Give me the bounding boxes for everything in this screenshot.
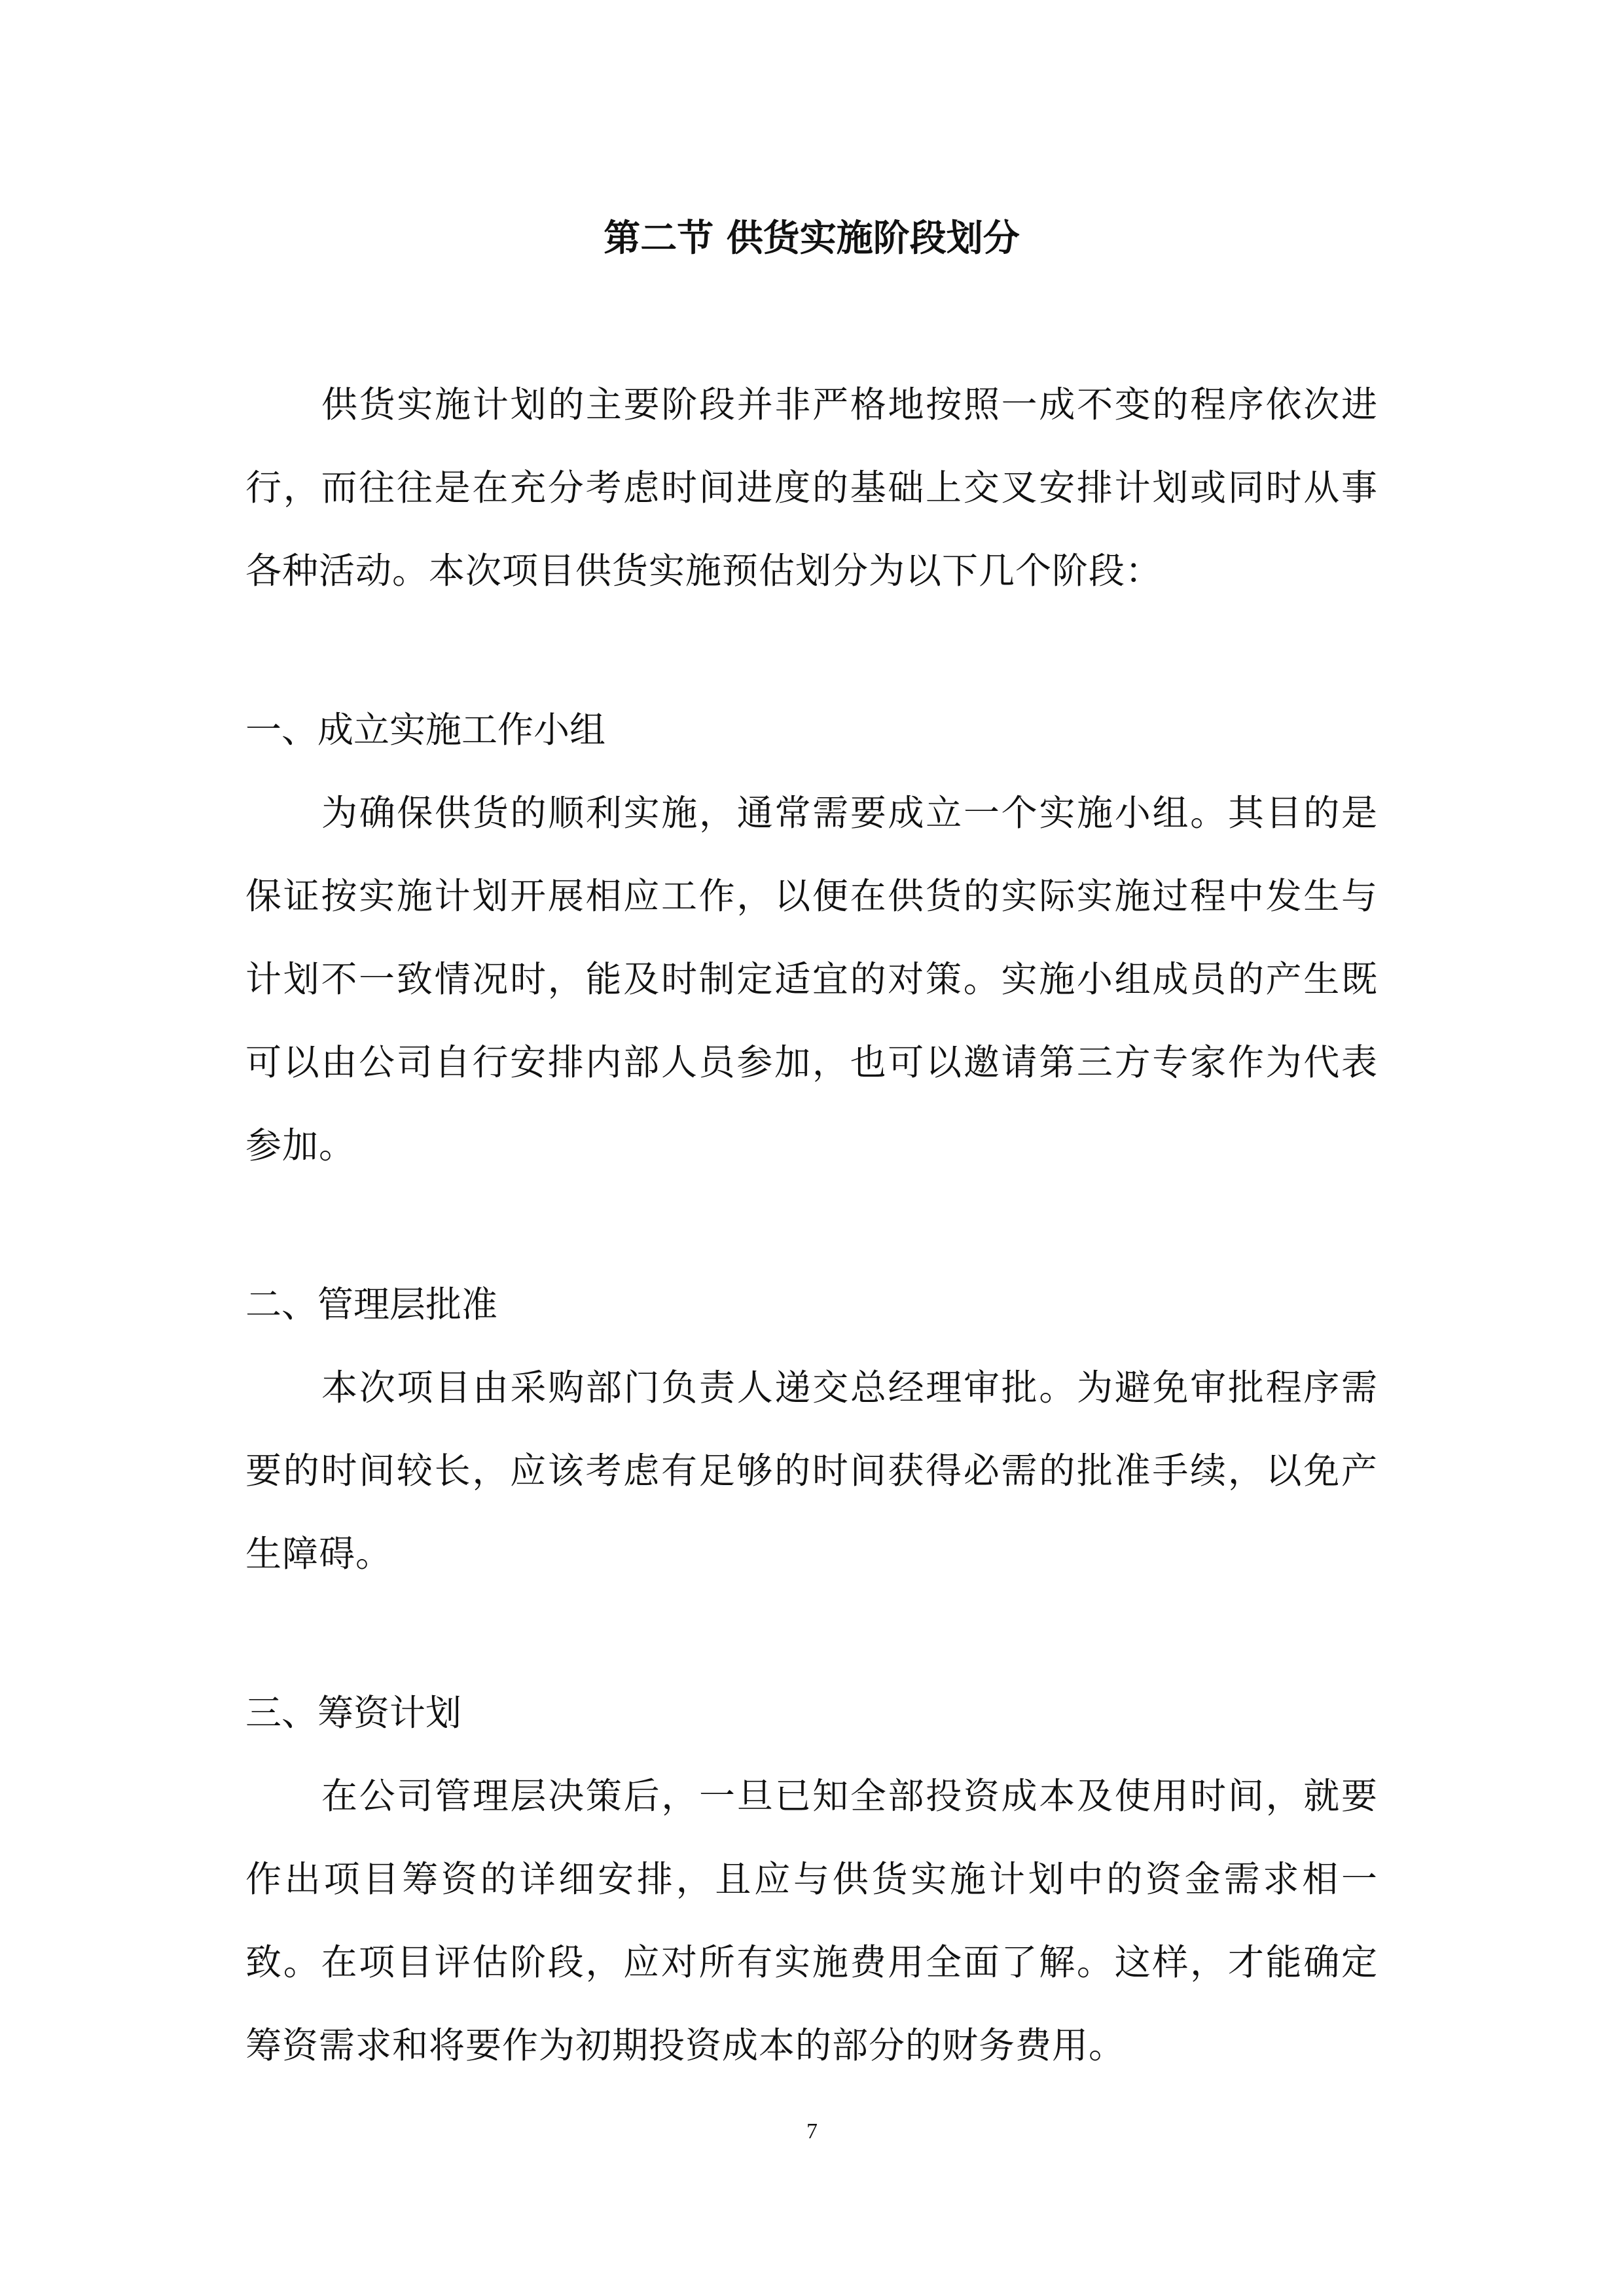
intro-paragraph: 供货实施计划的主要阶段并非严格地按照一成不变的程序依次进行，而往往是在充分考虑时间进度的基础上交叉安排计划或同时从事各种活动。本次项目供货实施预估划分为以下几个阶段： bbox=[245, 384, 1378, 592]
section-heading: 一、成立实施工作小组 bbox=[245, 709, 606, 751]
section-paragraph: 为确保供货的顺利实施，通常需要成立一个实施小组。其目的是保证按实施计划开展相应工作，以便在供货的实际实施过程中发生与计划不一致情况时，能及时制定适宜的对策。实施小组成员的产生既可以由公司自行安排内部人员参加，也可以邀请第三方专家作为代表参加。 bbox=[245, 792, 1378, 1166]
section-title: 第二节 供货实施阶段划分 bbox=[604, 217, 1020, 260]
page-number: 7 bbox=[806, 2119, 818, 2144]
section-paragraph: 本次项目由采购部门负责人递交总经理审批。为避免审批程序需要的时间较长，应该考虑有足够的时间获得必需的批准手续，以免产生障碍。 bbox=[245, 1367, 1378, 1575]
section-implementation-team bbox=[245, 689, 1378, 1187]
section-financing-plan bbox=[245, 1672, 1378, 2087]
section-heading: 二、管理层批准 bbox=[245, 1283, 498, 1325]
document-content bbox=[245, 206, 1378, 2087]
section-heading: 三、筹资计划 bbox=[245, 1692, 462, 1734]
section-paragraph: 在公司管理层决策后，一旦已知全部投资成本及使用时间，就要作出项目筹资的详细安排，且应与供货实施计划中的资金需求相一致。在项目评估阶段，应对所有实施费用全面了解。这样，才能确定筹资需求和将要作为初期投资成本的部分的财务费用。 bbox=[245, 1775, 1378, 2066]
section-management-approval bbox=[245, 1263, 1378, 1596]
